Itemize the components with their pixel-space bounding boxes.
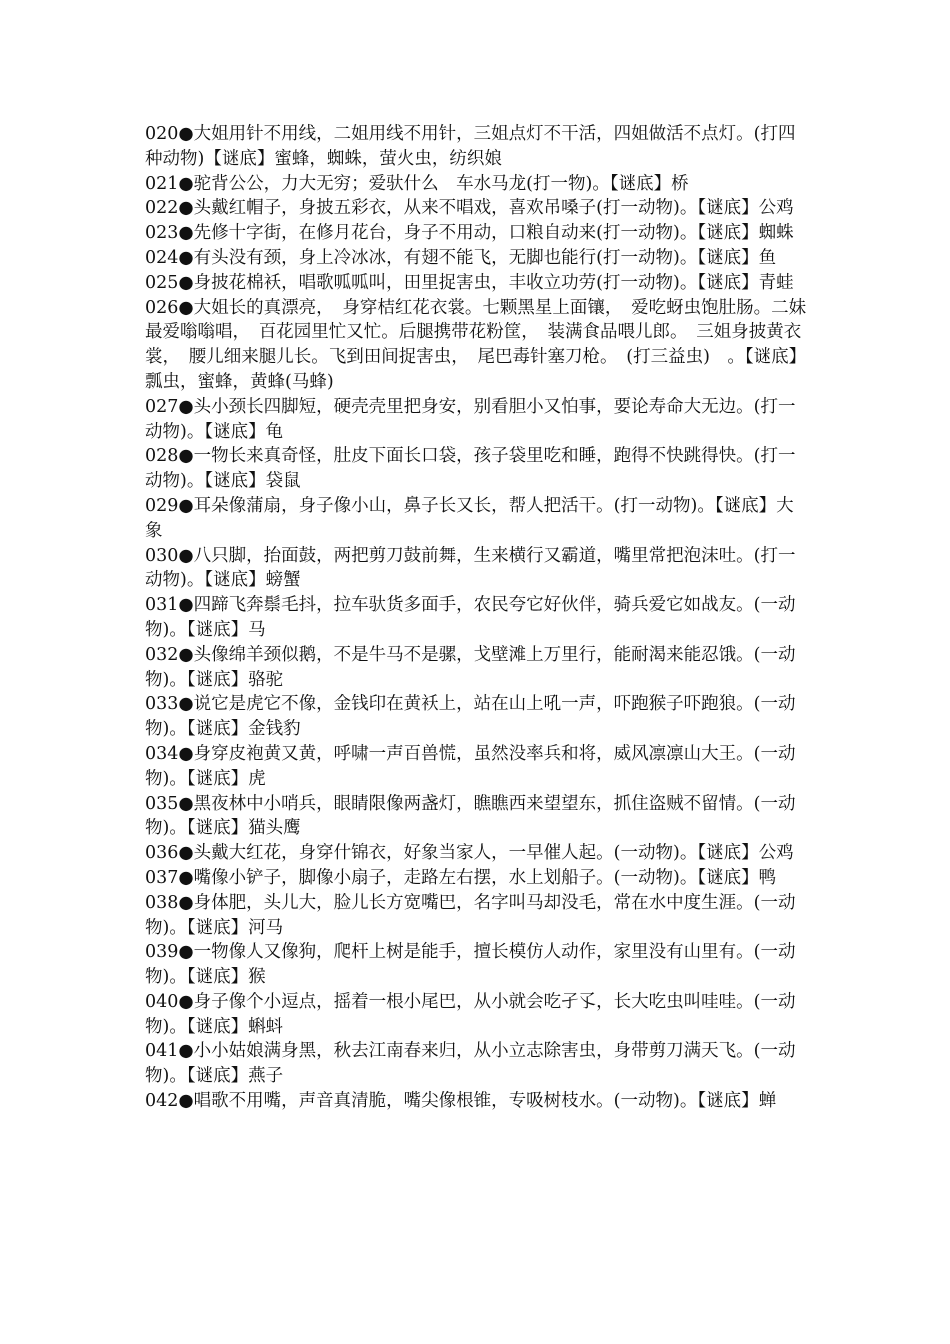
riddle-022: 022●头戴红帽子，身披五彩衣，从来不唱戏，喜欢吊嗓子(打一动物)。【谜底】公鸡 <box>145 198 794 219</box>
riddle-034: 034●身穿皮袍黄又黄，呼啸一声百兽慌，虽然没率兵和将，威风凛凛山大王。(一动物)。【谜底】虎 <box>145 743 796 789</box>
riddle-029: 029●耳朵像蒲扇，身子像小山，鼻子长又长，帮人把活干。(打一动物)。【谜底】大象 <box>145 495 794 541</box>
riddle-042: 042●唱歌不用嘴，声音真清脆，嘴尖像根锥，专吸树枝水。(一动物)。【谜底】蝉 <box>145 1091 777 1112</box>
riddle-026: 026●大姐长的真漂亮， 身穿桔红花衣裳。七颗黑星上面镶， 爱吃蚜虫饱肚肠。二妹最爱嗡嗡唱， 百花园里忙又忙。后腿携带花粉筐， 装满食品喂儿郎。 三姐身披黄衣裳， 腰儿细来腿儿长。飞到田间捉害虫， 尾巴毒针塞刀枪。 (打三益虫) 。【谜底】瓢虫，蜜蜂，黄蜂(马蜂) <box>145 297 807 392</box>
riddle-036: 036●头戴大红花，身穿什锦衣，好象当家人，一早催人起。(一动物)。【谜底】公鸡 <box>145 843 794 864</box>
riddle-033: 033●说它是虎它不像，金钱印在黄袄上，站在山上吼一声，吓跑猴子吓跑狼。(一动物)。【谜底】金钱豹 <box>145 694 796 740</box>
riddle-040: 040●身子像个小逗点，摇着一根小尾巴，从小就会吃孑孓，长大吃虫叫哇哇。(一动物)。【谜底】蝌蚪 <box>145 991 796 1037</box>
riddle-020: 020●大姐用针不用线，二姐用线不用针，三姐点灯不干活，四姐做活不点灯。(打四种动物)【谜底】蜜蜂，蜘蛛，萤火虫，纺织娘 <box>145 124 796 169</box>
riddle-032: 032●头像绵羊颈似鹅，不是牛马不是骡，戈壁滩上万里行，能耐渴来能忍饿。(一动物)。【谜底】骆驼 <box>145 644 796 690</box>
riddle-021: 021●驼背公公，力大无穷；爱驮什么 车水马龙(打一物)。【谜底】桥 <box>145 173 689 194</box>
riddle-037: 037●嘴像小铲子，脚像小扇子，走路左右摆，水上划船子。(一动物)。【谜底】鸭 <box>145 867 777 888</box>
riddle-041: 041●小小姑娘满身黑，秋去江南春来归，从小立志除害虫，身带剪刀满天飞。(一动物)。【谜底】燕子 <box>145 1041 796 1087</box>
riddle-035: 035●黑夜林中小哨兵，眼睛限像两盏灯，瞧瞧西来望望东，抓住盗贼不留情。(一动物)。【谜底】猫头鹰 <box>145 793 796 839</box>
riddle-025: 025●身披花棉袄，唱歌呱呱叫，田里捉害虫，丰收立功劳(打一动物)。【谜底】青蛙 <box>145 272 794 293</box>
riddle-039: 039●一物像人又像狗，爬杆上树是能手，擅长模仿人动作，家里没有山里有。(一动物)。【谜底】猴 <box>145 942 796 988</box>
document-body <box>145 122 810 1114</box>
riddle-023: 023●先修十字街，在修月花台，身子不用动，口粮自动来(打一动物)。【谜底】蜘蛛 <box>145 223 794 244</box>
riddle-038: 038●身体肥，头儿大，脸儿长方宽嘴巴，名字叫马却没毛，常在水中度生涯。(一动物)。【谜底】河马 <box>145 892 796 938</box>
riddle-027: 027●头小颈长四脚短，硬壳壳里把身安，别看胆小又怕事，要论寿命大无边。(打一动物)。【谜底】龟 <box>145 396 796 442</box>
riddle-031: 031●四蹄飞奔鬃毛抖，拉车驮货多面手，农民夸它好伙伴，骑兵爱它如战友。(一动物)。【谜底】马 <box>145 595 796 640</box>
riddle-030: 030●八只脚，抬面鼓，两把剪刀鼓前舞，生来横行又霸道，嘴里常把泡沫吐。(打一动物)。【谜底】螃蟹 <box>145 545 796 591</box>
riddle-028: 028●一物长来真奇怪，肚皮下面长口袋，孩子袋里吃和睡，跑得不快跳得快。(打一动物)。【谜底】袋鼠 <box>145 446 796 492</box>
riddle-024: 024●有头没有颈，身上冷冰冰，有翅不能飞，无脚也能行(打一动物)。【谜底】鱼 <box>145 247 777 268</box>
